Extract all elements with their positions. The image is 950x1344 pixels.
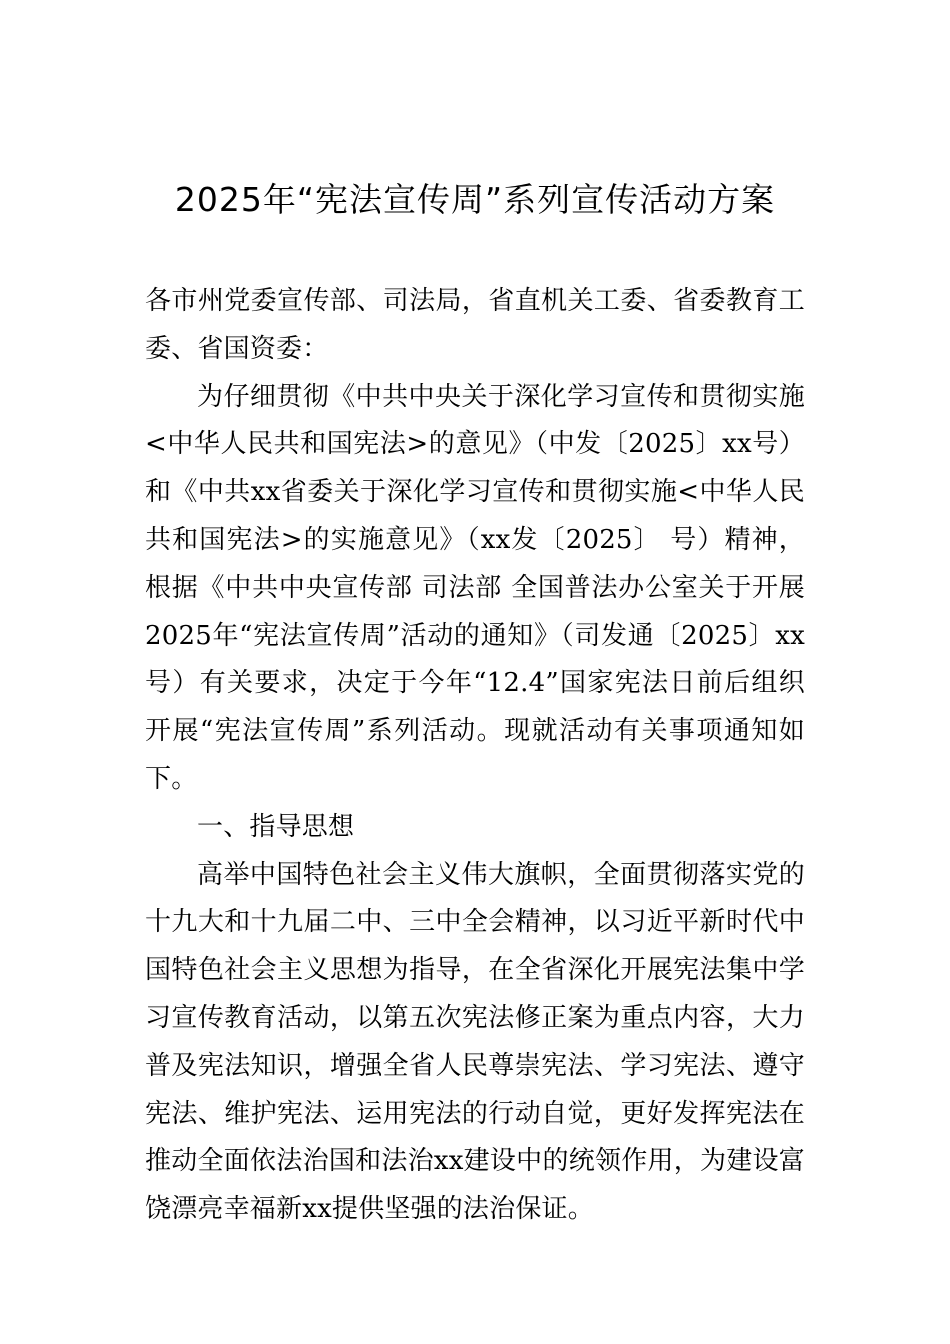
document-title: 2025年“宪法宣传周”系列宣传活动方案 <box>174 180 776 219</box>
document-body <box>145 278 805 1234</box>
guiding-thought-paragraph: 高举中国特色社会主义伟大旗帜，全面贯彻落实党的十九大和十九届二中、三中全会精神，以习近平新时代中国特色社会主义思想为指导，在全省深化开展宪法集中学习宣传教育活动，以第五次宪法修正案为重点内容，大力普及宪法知识，增强全省人民尊崇宪法、学习宪法、遵守宪法、维护宪法、运用宪法的行动自觉，更好发挥宪法在推动全面依法治国和法治xx建设中的统领作用，为建设富饶漂亮幸福新xx提供坚强的法治保证。 <box>145 859 805 1225</box>
section-heading-guiding-thought: 一、指导思想 <box>197 811 355 842</box>
intro-paragraph: 为仔细贯彻《中共中央关于深化学习宣传和贯彻实施<中华人民共和国宪法>的意见》（中发〔2025〕xx号）和《中共xx省委关于深化学习宣传和贯彻实施<中华人民共和国宪法>的实施意见》（xx发〔2025〕 号）精神，根据《中共中央宣传部 司法部 全国普法办公室关于开展2025年“宪法宣传周”活动的通知》（司发通〔2025〕xx号）有关要求，决定于今年“12.4”国家宪法日前后组织开展“宪法宣传周”系列活动。现就活动有关事项通知如下。 <box>145 381 805 794</box>
salutation-paragraph: 各市州党委宣传部、司法局，省直机关工委、省委教育工委、省国资委： <box>145 286 805 364</box>
